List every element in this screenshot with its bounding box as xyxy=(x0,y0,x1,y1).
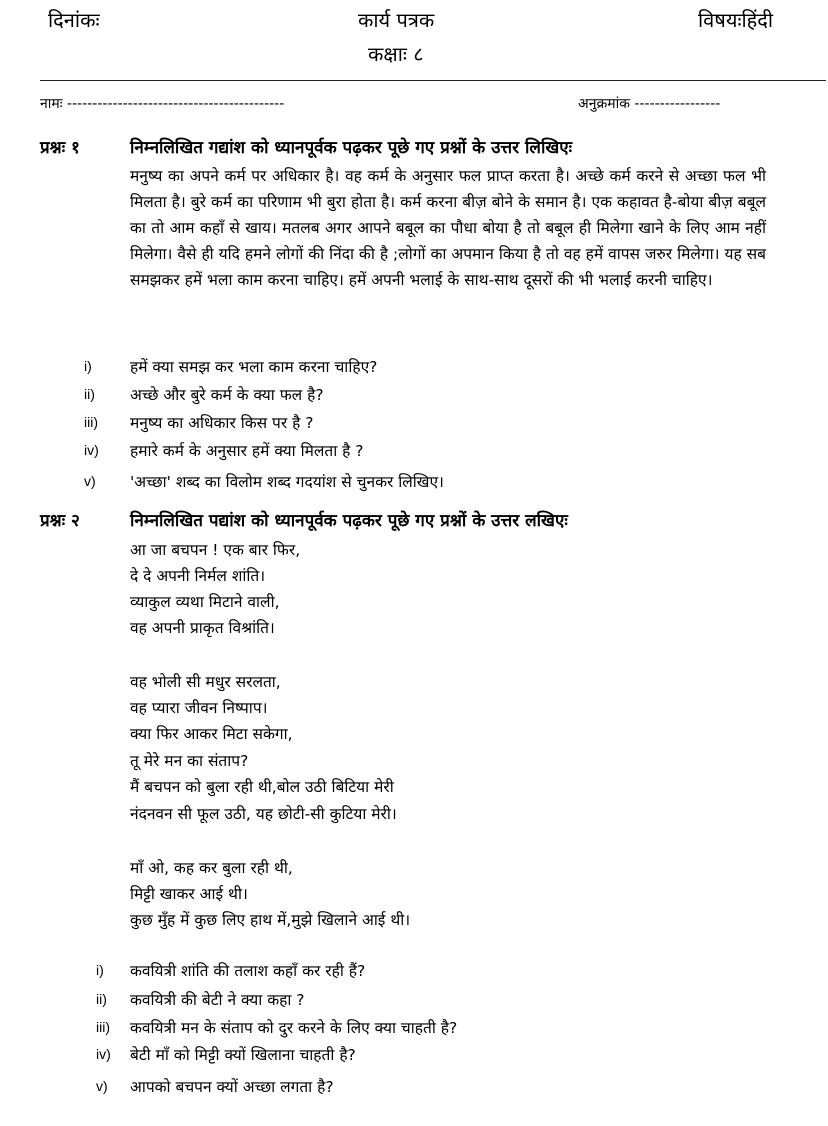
poem-line: मिट्टी खाकर आई थी। xyxy=(130,885,248,903)
question-2-item: कवयित्री की बेटी ने क्या कहा ? xyxy=(130,991,305,1009)
question-2-label: प्रश्नः २ xyxy=(40,511,80,531)
question-1-item-number: i) xyxy=(84,358,92,374)
question-1-item-number: iv) xyxy=(84,442,99,458)
poem-line: माँ ओ, कह कर बुला रही थी, xyxy=(130,859,293,877)
poem-line: दे दे अपनी निर्मल शांति। xyxy=(130,567,266,585)
question-2-item-number: iii) xyxy=(96,1019,110,1035)
date-label: दिनांकः xyxy=(48,8,100,32)
header-divider xyxy=(40,80,826,81)
poem-line: व्याकुल व्यथा मिटाने वाली, xyxy=(130,593,280,611)
question-1-item: अच्छे और बुरे कर्म के क्या फल है? xyxy=(130,386,324,404)
poem-line: मैं बचपन को बुला रही थी,बोल उठी बिटिया मेरी xyxy=(130,778,394,796)
poem-line: आ जा बचपन ! एक बार फिर, xyxy=(130,541,301,559)
question-2-item: कवयित्री मन के संताप को दुर करने के लिए क्या चाहती है? xyxy=(130,1019,458,1037)
question-2-item: कवयित्री शांति की तलाश कहाँ कर रही हैं? xyxy=(130,962,366,980)
prose-passage: मनुष्य का अपने कर्म पर अधिकार है। वह कर्म के अनुसार फल प्राप्त करता है। अच्छे कर्म करने से अच्छा फल भी मिलता है। बुरे कर्म का परिणाम भी बुरा होता है। कर्म करना बीज़ बोने के समान है। एक कहावत है-बोया बीज़ बबूल का तो आम कहाँ से खाय। मतलब अगर आपने बबूल का पौधा बोया है तो बबूल ही मिलेगा खाने के लिए आम नहीं मिलेगा। वैसे ही यदि हमने लोगों की निंदा की है ;लोगों का अपमान किया है तो वह हमें वापस जरुर मिलेगा। यह सब समझकर हमें भला काम करना चाहिए। हमें अपनी भलाई के साथ-साथ दूसरों की भी भलाई करनी चाहिए। xyxy=(130,167,766,289)
poem-line: नंदनवन सी फूल उठी, यह छोटी-सी कुटिया मेरी। xyxy=(130,805,397,823)
question-2-item: आपको बचपन क्यों अच्छा लगता है? xyxy=(130,1078,334,1096)
name-field-label: नामः ------------------------------------------- xyxy=(40,96,285,112)
poem-line: तू मेरे मन का संताप? xyxy=(130,752,249,770)
question-2-item-number: iv) xyxy=(96,1046,111,1062)
question-1-item: हमारे कर्म के अनुसार हमें क्या मिलता है ? xyxy=(130,442,364,460)
question-1-item-number: ii) xyxy=(84,386,95,402)
poem-line: क्या फिर आकर मिटा सकेगा, xyxy=(130,725,293,743)
question-2-item: बेटी माँ को मिट्टी क्यों खिलाना चाहती है? xyxy=(130,1046,356,1064)
poem-line: वह अपनी प्राकृत विश्रांति। xyxy=(130,619,275,637)
question-1-item-number: v) xyxy=(84,473,96,489)
question-2-item-number: ii) xyxy=(96,991,107,1007)
poem-line: वह भोली सी मधुर सरलता, xyxy=(130,673,281,691)
class-label: कक्षाः ८ xyxy=(368,42,424,66)
worksheet-title: कार्य पत्रक xyxy=(358,8,435,32)
question-1-item: 'अच्छा' शब्द का विलोम शब्द गदयांश से चुनकर लिखिए। xyxy=(130,473,444,491)
question-1-label: प्रश्नः १ xyxy=(40,138,80,158)
subject-label: विषयःहिंदी xyxy=(698,8,774,32)
question-1-instruction: निम्नलिखित गद्यांश को ध्यानपूर्वक पढ़कर पूछे गए प्रश्नों के उत्तर लिखिएः xyxy=(130,138,573,158)
question-2-item-number: i) xyxy=(96,962,104,978)
question-1-item-number: iii) xyxy=(84,414,98,430)
question-1-item: मनुष्य का अधिकार किस पर है ? xyxy=(130,414,314,432)
question-1-item: हमें क्या समझ कर भला काम करना चाहिए? xyxy=(130,358,378,376)
poem-line: वह प्यारा जीवन निष्पाप। xyxy=(130,699,268,717)
question-2-item-number: v) xyxy=(96,1078,108,1094)
poem-line: कुछ मुँह में कुछ लिए हाथ में,मुझे खिलाने आई थी। xyxy=(130,911,411,929)
question-2-instruction: निम्नलिखित पद्यांश को ध्यानपूर्वक पढ़कर पूछे गए प्रश्नों के उत्तर लखिएः xyxy=(130,511,568,531)
roll-number-field-label: अनुक्रमांक ----------------- xyxy=(578,96,721,112)
